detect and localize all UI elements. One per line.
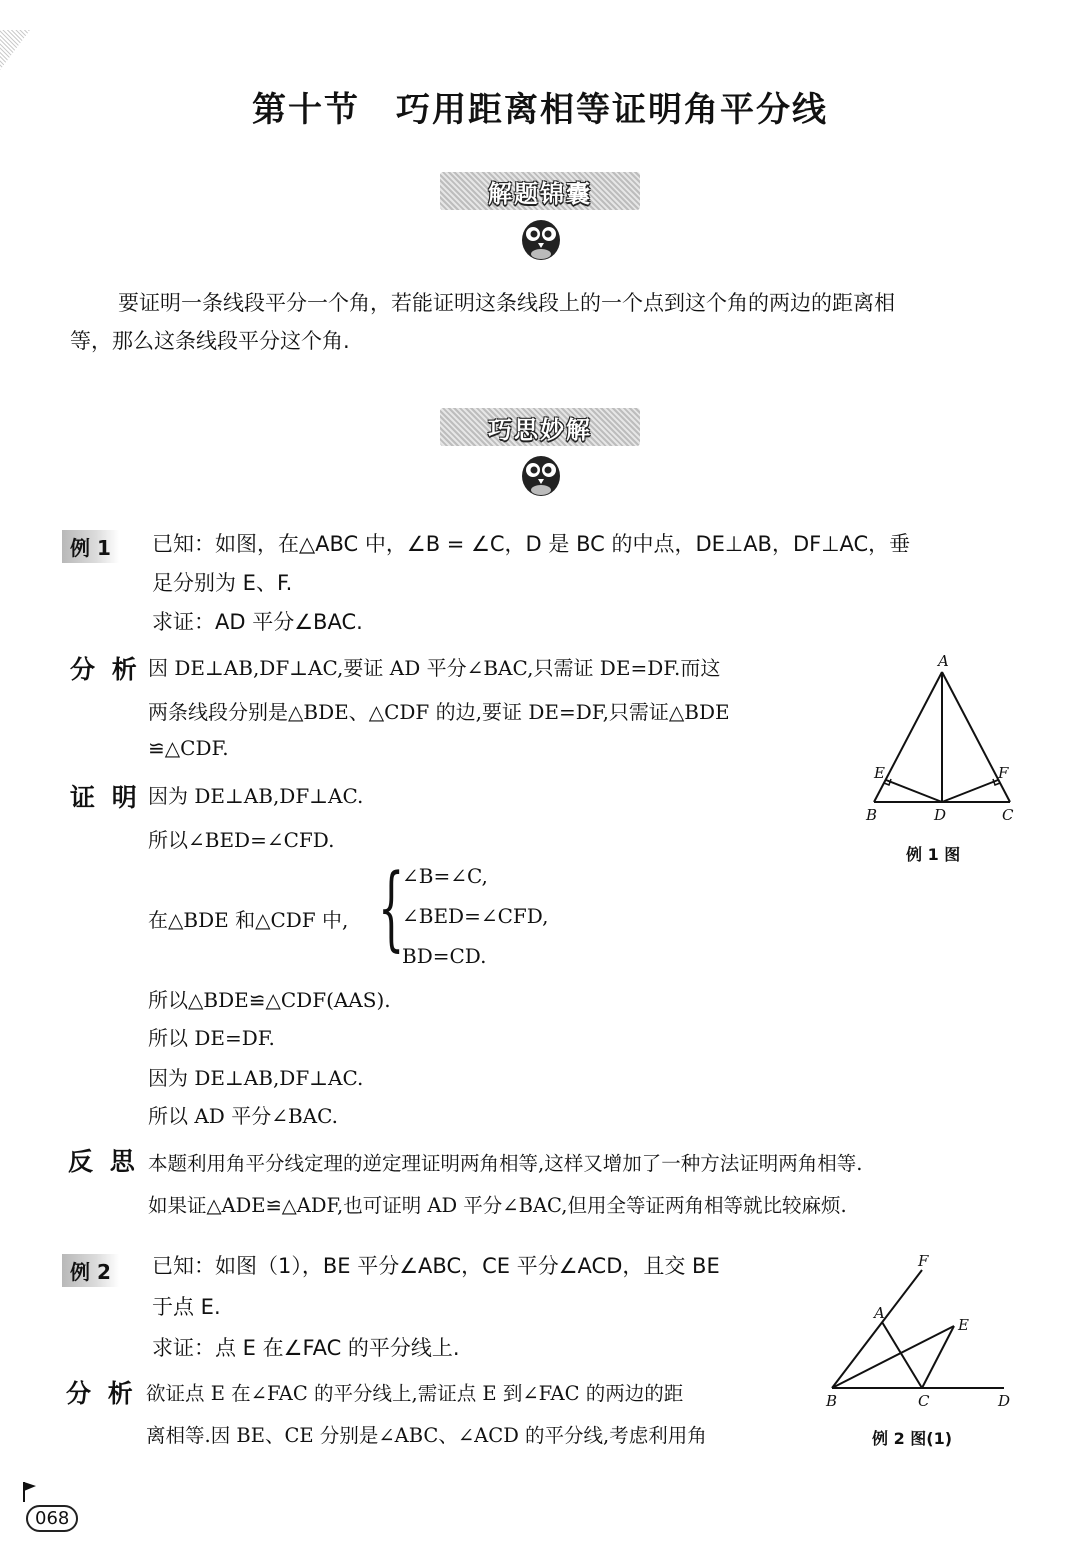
example-2-prove: 求证：点 E 在∠FAC 的平分线上. <box>152 1336 460 1360</box>
section-title: 第十节 巧用距离相等证明角平分线 <box>252 90 828 130</box>
example-1-given-line: 足分别为 E、F. <box>152 571 293 595</box>
proof-line: 所以∠BED=∠CFD. <box>148 828 335 852</box>
point-label-f: F <box>998 764 1009 782</box>
brace-symbol: { <box>378 854 405 961</box>
reflection-line: 本题利用角平分线定理的逆定理证明两角相等,这样又增加了一种方法证明两角相等. <box>148 1152 863 1175</box>
point-label-a: A <box>874 1304 885 1322</box>
analysis-line: 两条线段分别是△BDE、△CDF 的边,要证 DE=DF,只需证△BDE <box>148 700 730 724</box>
owl-icon <box>519 448 563 498</box>
intro-line: 等，那么这条线段平分这个角. <box>70 329 350 353</box>
banner-tips <box>440 172 640 210</box>
analysis-label: 分 析 <box>70 655 141 684</box>
example-2-given-line: 于点 E. <box>152 1295 221 1319</box>
proof-line: 因为 DE⊥AB,DF⊥AC. <box>148 784 364 808</box>
banner-solutions <box>440 408 640 446</box>
example-2-figure <box>820 1250 1020 1415</box>
point-label-e: E <box>958 1316 969 1334</box>
point-label-a: A <box>938 652 949 670</box>
analysis-line: 欲证点 E 在∠FAC 的平分线上,需证点 E 到∠FAC 的两边的距 <box>146 1382 684 1405</box>
point-label-b: B <box>866 806 878 824</box>
analysis-line: ≌△CDF. <box>148 736 229 760</box>
example-1-given-line: 已知：如图，在△ABC 中，∠B = ∠C，D 是 BC 的中点，DE⊥AB，DF⊥AC，垂 <box>152 532 911 556</box>
analysis-label: 分 析 <box>66 1379 137 1408</box>
intro-line: 要证明一条线段平分一个角，若能证明这条线段上的一个点到这个角的两边的距离相 <box>118 291 895 315</box>
flag-icon <box>20 1480 40 1504</box>
example-2-figure-caption: 例 2 图(1) <box>872 1429 953 1448</box>
example-2-tag: 例 2 <box>62 1254 119 1287</box>
point-label-d: D <box>934 806 947 824</box>
proof-system-line: BD=CD. <box>402 944 487 968</box>
proof-line: 所以 AD 平分∠BAC. <box>148 1104 339 1128</box>
point-label-e: E <box>874 764 885 782</box>
point-label-b: B <box>826 1392 838 1410</box>
proof-line: 因为 DE⊥AB,DF⊥AC. <box>148 1066 364 1090</box>
analysis-line: 因 DE⊥AB,DF⊥AC,要证 AD 平分∠BAC,只需证 DE=DF.而这 <box>148 656 721 680</box>
analysis-line: 离相等.因 BE、CE 分别是∠ABC、∠ACD 的平分线,考虑利用角 <box>146 1424 707 1447</box>
example-1-prove: 求证：AD 平分∠BAC. <box>152 610 363 634</box>
proof-system-line: ∠BED=∠CFD, <box>402 904 549 928</box>
point-label-c: C <box>1002 806 1014 824</box>
reflection-label: 反 思 <box>68 1147 139 1176</box>
owl-icon <box>519 212 563 262</box>
proof-line: 在△BDE 和△CDF 中, <box>148 908 349 932</box>
example-1-figure <box>860 650 1030 840</box>
point-label-f: F <box>918 1252 929 1270</box>
proof-line: 所以 DE=DF. <box>148 1026 275 1050</box>
example-1-tag: 例 1 <box>62 530 119 563</box>
reflection-line: 如果证△ADE≌△ADF,也可证明 AD 平分∠BAC,但用全等证两角相等就比较麻烦. <box>148 1194 847 1217</box>
example-2-given-line: 已知：如图（1），BE 平分∠ABC，CE 平分∠ACD，且交 BE <box>152 1254 720 1278</box>
banner-tips-label: 解题锦囊 <box>488 179 592 208</box>
example-1-figure-caption: 例 1 图 <box>906 845 961 864</box>
page-corner-decoration <box>0 30 30 70</box>
proof-system-line: ∠B=∠C, <box>402 864 488 888</box>
page-number: 068 <box>26 1505 78 1532</box>
proof-line: 所以△BDE≌△CDF(AAS). <box>148 988 391 1012</box>
banner-solutions-label: 巧思妙解 <box>488 415 592 444</box>
point-label-c: C <box>918 1392 930 1410</box>
point-label-d: D <box>998 1392 1011 1410</box>
intro-paragraph <box>70 284 1020 360</box>
proof-label: 证 明 <box>70 783 141 812</box>
